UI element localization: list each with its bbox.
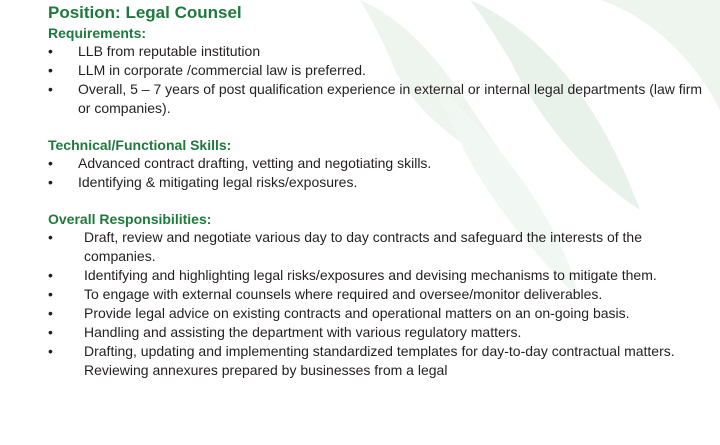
skills-heading: Technical/Functional Skills:	[48, 137, 232, 153]
bullet-icon: •	[48, 324, 53, 340]
bullet-icon: •	[48, 286, 53, 302]
list-item-text: Drafting, updating and implementing standardized templates for day-to-day contractual matters. Reviewing annexures prepared by businesses from a legal	[84, 343, 675, 378]
list-item-text: LLB from reputable institution	[78, 43, 261, 59]
list-item-text: Identifying & mitigating legal risks/exposures.	[78, 174, 358, 190]
position-title	[48, 2, 708, 24]
list-item	[48, 154, 708, 173]
requirements-heading: Requirements:	[48, 25, 147, 41]
list-item-text: Handling and assisting the department with various regulatory matters.	[84, 324, 522, 340]
list-item	[48, 285, 708, 304]
bullet-icon: •	[48, 81, 53, 97]
list-item	[48, 173, 708, 192]
list-item	[48, 228, 708, 266]
responsibilities-list	[48, 228, 708, 380]
bullet-icon: •	[48, 155, 53, 171]
list-item-text: LLM in corporate /commercial law is preferred.	[78, 62, 366, 78]
job-description	[48, 2, 708, 380]
list-item	[48, 342, 708, 380]
position-role: Legal Counsel	[125, 3, 242, 22]
list-item	[48, 80, 708, 118]
bullet-icon: •	[48, 174, 53, 190]
list-item-text: To engage with external counsels where required and oversee/monitor deliverables.	[84, 286, 603, 302]
bullet-icon: •	[48, 62, 53, 78]
list-item	[48, 304, 708, 323]
list-item	[48, 266, 708, 285]
list-item-text: Draft, review and negotiate various day to day contracts and safeguard the interests of the companies.	[84, 229, 642, 264]
responsibilities-heading: Overall Responsibilities:	[48, 211, 212, 227]
skills-list	[48, 154, 708, 192]
list-item-text: Provide legal advice on existing contracts and operational matters on an on-going basis.	[84, 305, 630, 321]
list-item-text: Overall, 5 – 7 years of post qualification experience in external or internal legal departments (law firm or companies).	[78, 81, 703, 116]
requirements-list	[48, 42, 708, 118]
list-item	[48, 42, 708, 61]
bullet-icon: •	[48, 267, 53, 283]
bullet-icon: •	[48, 305, 53, 321]
list-item-text: Identifying and highlighting legal risks/exposures and devising mechanisms to mitigate them.	[84, 267, 657, 283]
bullet-icon: •	[48, 43, 53, 59]
position-prefix: Position:	[48, 3, 121, 22]
list-item	[48, 61, 708, 80]
list-item	[48, 323, 708, 342]
bullet-icon: •	[48, 229, 53, 245]
list-item-text: Advanced contract drafting, vetting and negotiating skills.	[78, 155, 432, 171]
bullet-icon: •	[48, 343, 53, 359]
